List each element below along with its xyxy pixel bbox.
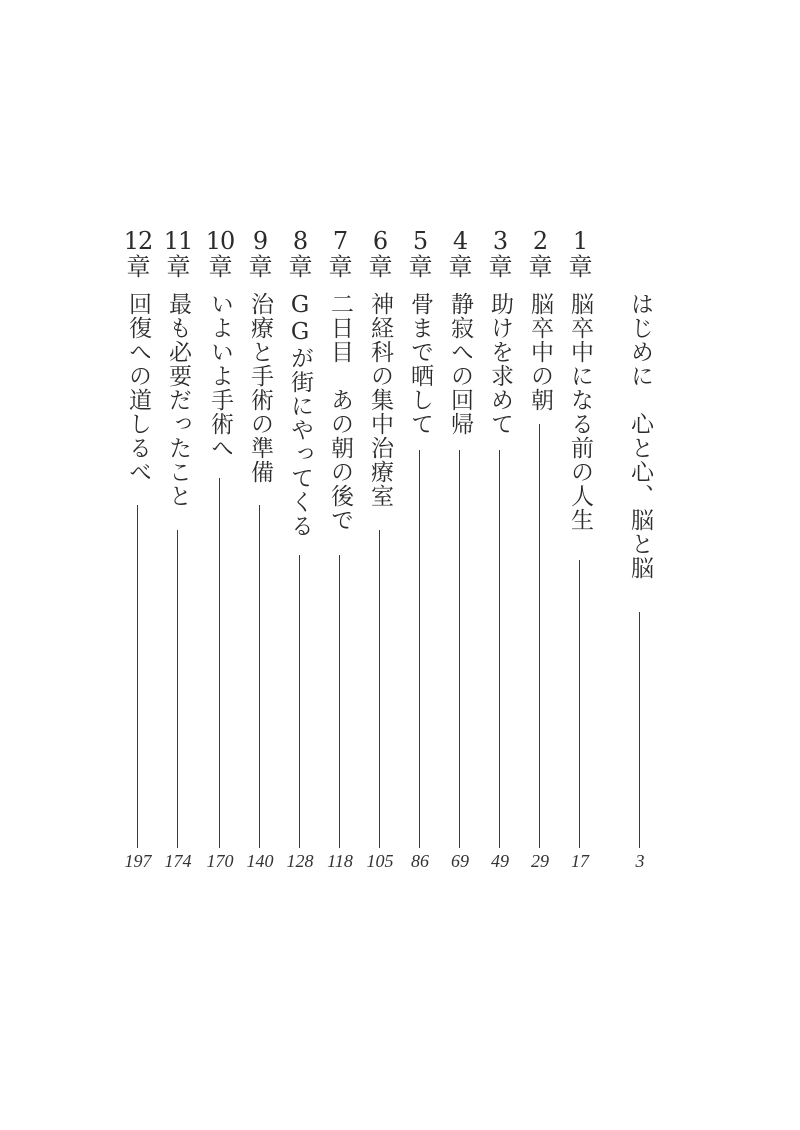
- entry-title: 回復への道しるべ: [125, 292, 151, 484]
- entry-title: 神経科の集中治療室: [367, 292, 393, 508]
- leader-line: [177, 530, 178, 848]
- page-number: 3: [635, 851, 645, 871]
- entry-title: 治療と手術の準備: [247, 292, 273, 484]
- leader-line: [459, 450, 460, 848]
- leader-line: [539, 424, 540, 848]
- chapter-label: [320, 228, 360, 280]
- chapter-number: 11: [163, 227, 193, 255]
- toc-entry-chapter-7[interactable]: [320, 0, 360, 1130]
- leader-line: [499, 450, 500, 848]
- chapter-number: 4: [452, 227, 468, 255]
- toc-entry-chapter-12[interactable]: [118, 0, 158, 1130]
- page-number: 17: [571, 851, 589, 871]
- page-number: 49: [491, 851, 509, 871]
- page-number: 86: [411, 851, 429, 871]
- toc-entry-chapter-5[interactable]: [400, 0, 440, 1130]
- leader-line: [299, 555, 300, 848]
- toc-entry-chapter-3[interactable]: [480, 0, 520, 1130]
- chapter-number: 5: [412, 227, 428, 255]
- page-number: 128: [286, 851, 314, 871]
- chapter-label: [440, 228, 480, 280]
- chapter-label: [520, 228, 560, 280]
- chapter-number: 10: [205, 227, 235, 255]
- leader-line: [419, 450, 420, 848]
- chapter-marker: 章: [288, 253, 312, 281]
- leader-line: [639, 612, 640, 848]
- entry-title: 骨まで晒して: [407, 292, 433, 436]
- chapter-label: [280, 228, 320, 280]
- toc-entry-chapter-9[interactable]: [240, 0, 280, 1130]
- leader-line: [339, 555, 340, 848]
- chapter-label: [158, 228, 198, 280]
- page-number: 118: [327, 851, 353, 871]
- chapter-label: [480, 228, 520, 280]
- chapter-number: 2: [532, 227, 548, 255]
- entry-title: いよいよ手術へ: [207, 292, 233, 460]
- entry-title: 脳卒中の朝: [527, 292, 553, 412]
- leader-line: [579, 560, 580, 848]
- chapter-marker: 章: [408, 253, 432, 281]
- leader-line: [379, 530, 380, 848]
- chapter-label: [240, 228, 280, 280]
- entry-title: 二日目 あの朝の後で: [327, 292, 353, 532]
- toc-entry-chapter-1[interactable]: [560, 0, 600, 1130]
- chapter-marker: 章: [568, 253, 592, 281]
- entry-title: 最も必要だったこと: [165, 292, 191, 508]
- page-number: 29: [531, 851, 549, 871]
- leader-line: [219, 478, 220, 848]
- chapter-label: [400, 228, 440, 280]
- chapter-number: 7: [332, 227, 348, 255]
- chapter-number: 8: [292, 227, 308, 255]
- chapter-marker: 章: [328, 253, 352, 281]
- chapter-marker: 章: [248, 253, 272, 281]
- entry-title: はじめに 心と心、脳と脳: [627, 292, 653, 580]
- toc-entry-chapter-10[interactable]: [200, 0, 240, 1130]
- toc-entry-chapter-4[interactable]: [440, 0, 480, 1130]
- toc-entry-chapter-6[interactable]: [360, 0, 400, 1130]
- leader-line: [137, 505, 138, 848]
- chapter-marker: 章: [368, 253, 392, 281]
- chapter-number: 6: [372, 227, 388, 255]
- chapter-marker: 章: [448, 253, 472, 281]
- page-number: 197: [124, 851, 152, 871]
- page-number: 69: [451, 851, 469, 871]
- page-number: 140: [246, 851, 274, 871]
- chapter-marker: 章: [166, 253, 190, 281]
- leader-line: [259, 505, 260, 848]
- page-number: 174: [164, 851, 192, 871]
- chapter-number: 3: [492, 227, 508, 255]
- chapter-marker: 章: [208, 253, 232, 281]
- chapter-number: 12: [123, 227, 153, 255]
- toc-entry-chapter-11[interactable]: [158, 0, 198, 1130]
- chapter-number: 1: [572, 227, 588, 255]
- entry-title: GGが街にやってくる: [287, 292, 313, 538]
- chapter-label: [560, 228, 600, 280]
- toc-entry-chapter-2[interactable]: [520, 0, 560, 1130]
- entry-title: 静寂への回帰: [447, 292, 473, 436]
- chapter-label: [360, 228, 400, 280]
- chapter-number: 9: [252, 227, 268, 255]
- toc-entry-chapter-8[interactable]: [280, 0, 320, 1130]
- chapter-label: [200, 228, 240, 280]
- page-number: 170: [206, 851, 234, 871]
- chapter-marker: 章: [488, 253, 512, 281]
- chapter-label: [118, 228, 158, 280]
- toc-entry-preface[interactable]: [620, 0, 660, 1130]
- entry-title: 助けを求めて: [487, 292, 513, 436]
- page-number: 105: [366, 851, 394, 871]
- entry-title: 脳卒中になる前の人生: [567, 292, 593, 532]
- chapter-marker: 章: [528, 253, 552, 281]
- chapter-marker: 章: [126, 253, 150, 281]
